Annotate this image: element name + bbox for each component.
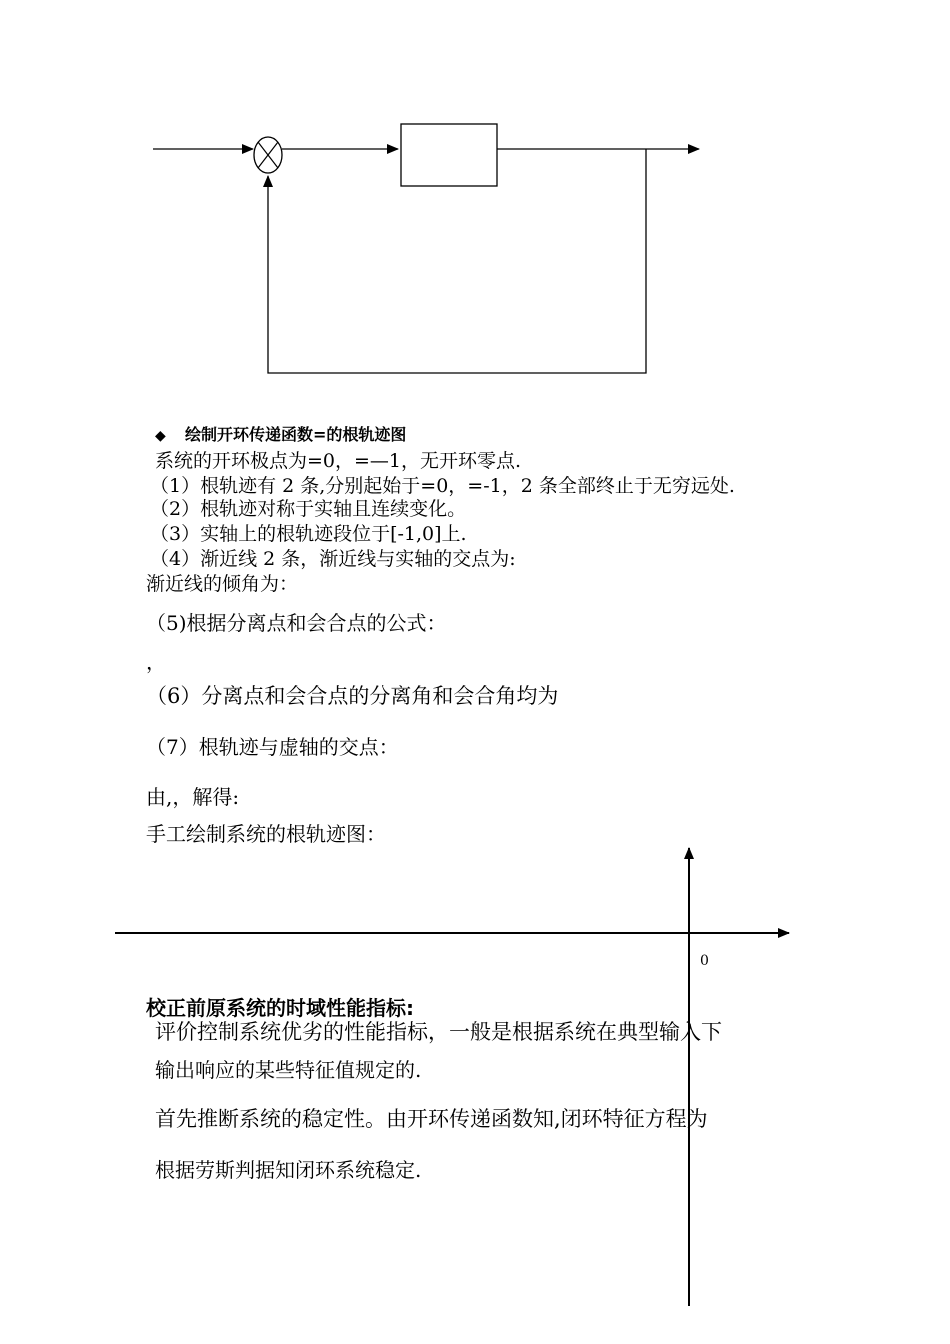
- text-line: 根据劳斯判据知闭环系统稳定.: [155, 1158, 422, 1182]
- text-line: 渐近线的倾角为：: [146, 573, 299, 595]
- text-line: （2）根轨迹对称于实轴且连续变化。: [150, 498, 467, 520]
- summing-junction-icon: [254, 137, 282, 173]
- text-line: （3）实轴上的根轨迹段位于[-1,0]上.: [150, 523, 467, 545]
- root-locus-title: 绘制开环传递函数=的根轨迹图: [185, 425, 407, 444]
- text-line: （5)根据分离点和会合点的公式：: [146, 611, 447, 635]
- text-line: ，: [146, 650, 166, 674]
- text-line: （4）渐近线 2 条，渐近线与实轴的交点为:: [150, 548, 516, 570]
- text-line: 系统的开环极点为=0，=—1，无开环零点.: [155, 450, 522, 472]
- origin-label: 0: [700, 953, 709, 969]
- text-line: （6）分离点和会合点的分离角和会合角均为: [146, 684, 559, 708]
- text-line: （7）根轨迹与虚轴的交点：: [146, 735, 399, 759]
- root-locus-heading: [155, 427, 406, 443]
- text-line: 评价控制系统优劣的性能指标，一般是根据系统在典型输入下: [155, 1020, 722, 1044]
- block-diagram: [0, 0, 950, 400]
- diamond-bullet-icon: ◆: [155, 428, 166, 444]
- performance-heading: 校正前原系统的时域性能指标:: [146, 996, 414, 1020]
- text-line: 首先推断系统的稳定性。由开环传递函数知,闭环特征方程为: [155, 1107, 708, 1131]
- text-line: （1）根轨迹有 2 条,分别起始于=0，=-1，2 条全部终止于无穷远处.: [150, 475, 735, 497]
- text-line: 由,，解得:: [146, 785, 240, 809]
- text-line: 手工绘制系统的根轨迹图：: [146, 822, 386, 846]
- text-line: 输出响应的某些特征值规定的.: [155, 1058, 422, 1082]
- transfer-function-block: [401, 124, 497, 186]
